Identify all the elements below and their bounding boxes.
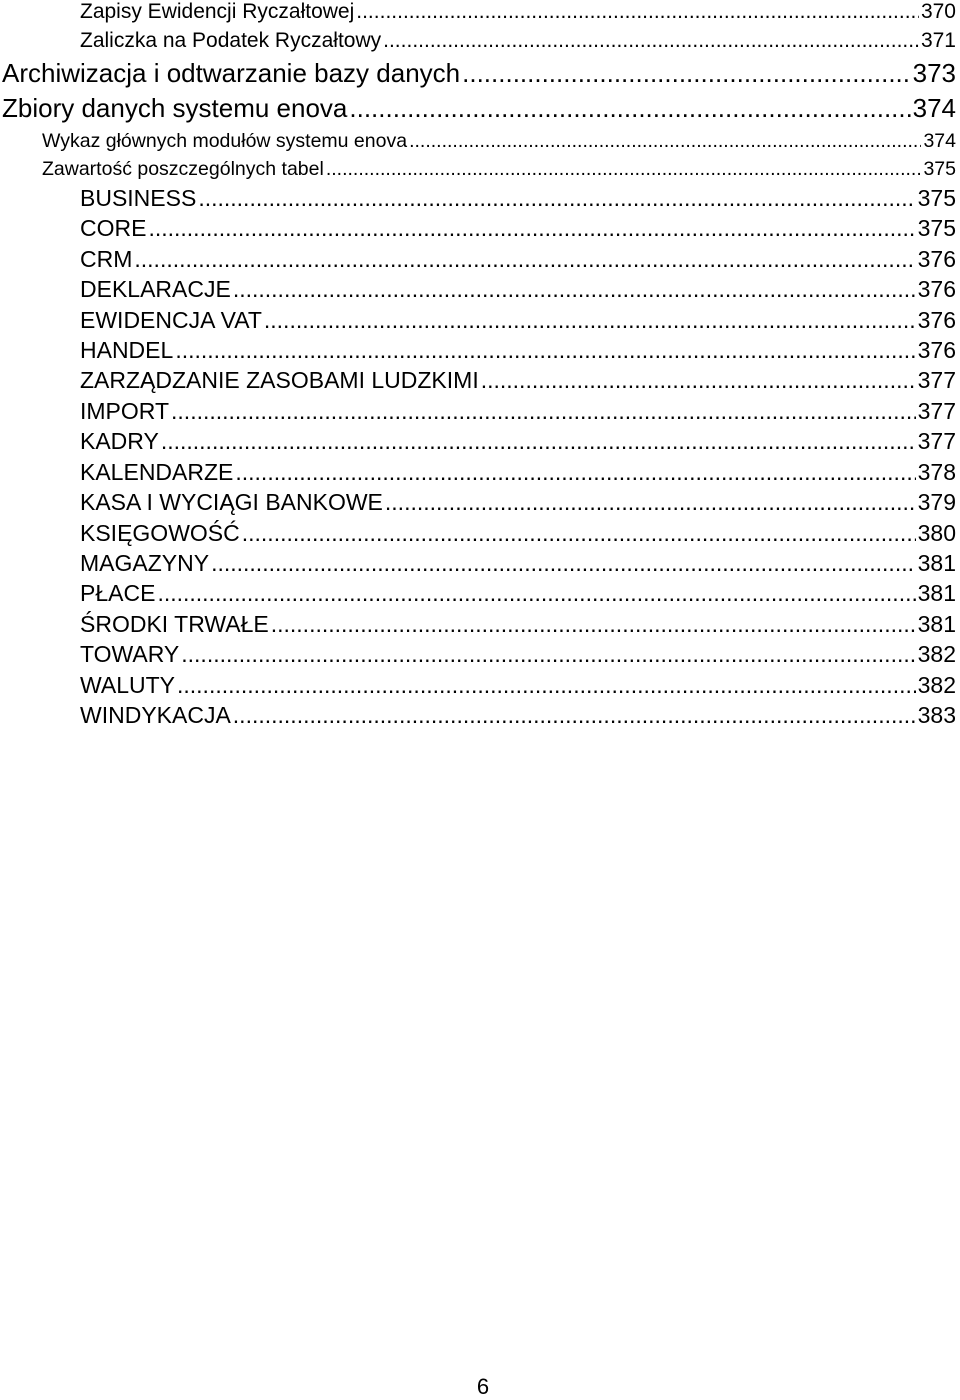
toc-entry-title: Archiwizacja i odtwarzanie bazy danych [2,58,461,88]
dot-leader [157,580,915,607]
toc-entry-title: DEKLARACJE [80,276,231,302]
toc-entry-title: WALUTY [80,672,175,698]
dot-leader [148,215,915,242]
dot-leader [198,185,915,212]
toc-entry-title: IMPORT [80,398,170,424]
toc-entry-page: 377 [917,398,956,424]
toc-entry-page: 375 [917,215,956,241]
toc-entry-title: CORE [80,215,147,241]
toc-entry-title: WINDYKACJA [80,702,231,728]
toc-entry-title: BUSINESS [80,185,197,211]
toc-entry-page: 381 [917,611,956,637]
toc-entry-page: 381 [917,550,956,576]
toc-entry [80,337,956,364]
toc-entry-title: Zawartość poszczególnych tabel [42,158,324,180]
toc-entry [80,29,956,53]
toc-entry [80,520,956,547]
toc-entry-title: ŚRODKI TRWAŁE [80,611,269,637]
toc-entry [42,130,956,153]
toc-entry [80,580,956,607]
toc-entry-title: Wykaz głównych modułów systemu enova [42,130,408,152]
dot-leader [356,0,919,24]
toc-entry-page: 376 [917,337,956,363]
dot-leader [211,550,916,577]
toc-entry [2,58,956,89]
dot-leader [175,337,915,364]
toc-entry-page: 382 [917,641,956,667]
toc-entry-page: 374 [912,93,956,123]
dot-leader [383,29,919,53]
toc-entry [2,93,956,124]
toc-entry [80,550,956,577]
toc-entry [80,641,956,668]
toc-entry-title: Zbiory danych systemu enova [2,93,348,123]
toc-entry-title: KASA I WYCIĄGI BANKOWE [80,489,383,515]
toc-entry [80,459,956,486]
dot-leader [385,489,916,516]
dot-leader [271,611,916,638]
toc-entry [80,246,956,273]
page-number: 6 [476,1374,490,1399]
toc-entry [80,489,956,516]
toc-entry [42,158,956,181]
toc-entry-page: 381 [917,580,956,606]
dot-leader [233,276,916,303]
dot-leader [326,158,922,181]
toc-entry-title: KADRY [80,428,159,454]
toc-entry-page: 380 [917,520,956,546]
toc-entry-page: 376 [917,307,956,333]
toc-entry [80,276,956,303]
toc-entry-page: 383 [917,702,956,728]
toc-entry [80,702,956,729]
toc-entry-page: 371 [920,29,956,52]
toc-entry [80,307,956,334]
toc-entry-page: 370 [920,0,956,23]
toc-entry-page: 378 [917,459,956,485]
toc-entry-page: 375 [917,185,956,211]
toc-entry-title: CRM [80,246,133,272]
toc-entry-title: Zaliczka na Podatek Ryczałtowy [80,29,382,52]
toc-entry-page: 382 [917,672,956,698]
dot-leader [171,398,916,425]
dot-leader [235,459,915,486]
dot-leader [481,367,916,394]
toc-entry-page: 373 [912,58,956,88]
dot-leader [233,702,916,729]
toc-entry-title: KSIĘGOWOŚĆ [80,520,240,546]
toc-entry-page: 374 [923,130,956,152]
toc-entry-title: KALENDARZE [80,459,234,485]
toc-entry-page: 376 [917,246,956,272]
toc-entry-title: PŁACE [80,580,156,606]
toc-entry [80,428,956,455]
dot-leader [161,428,916,455]
toc-entry-page: 379 [917,489,956,515]
toc-entry [80,215,956,242]
toc-entry-title: Zapisy Ewidencji Ryczałtowej [80,0,355,23]
toc-entry-page: 375 [923,158,956,180]
toc-entry [80,367,956,394]
toc-entry [80,672,956,699]
dot-leader [462,58,910,89]
dot-leader [181,641,915,668]
toc-entry [80,398,956,425]
toc-entry [80,611,956,638]
toc-entry-title: MAGAZYNY [80,550,210,576]
toc-entry-title: HANDEL [80,337,174,363]
toc-entry [80,0,956,24]
toc-entry [80,185,956,212]
toc-entry-title: ZARZĄDZANIE ZASOBAMI LUDZKIMI [80,367,479,393]
dot-leader [242,520,916,547]
dot-leader [349,93,910,124]
toc-entry-page: 376 [917,276,956,302]
dot-leader [409,130,921,153]
toc-entry-title: TOWARY [80,641,180,667]
toc-entry-title: EWIDENCJA VAT [80,307,262,333]
dot-leader [264,307,916,334]
dot-leader [177,672,916,699]
toc-entry-page: 377 [917,367,956,393]
dot-leader [134,246,915,273]
toc-entry-page: 377 [917,428,956,454]
